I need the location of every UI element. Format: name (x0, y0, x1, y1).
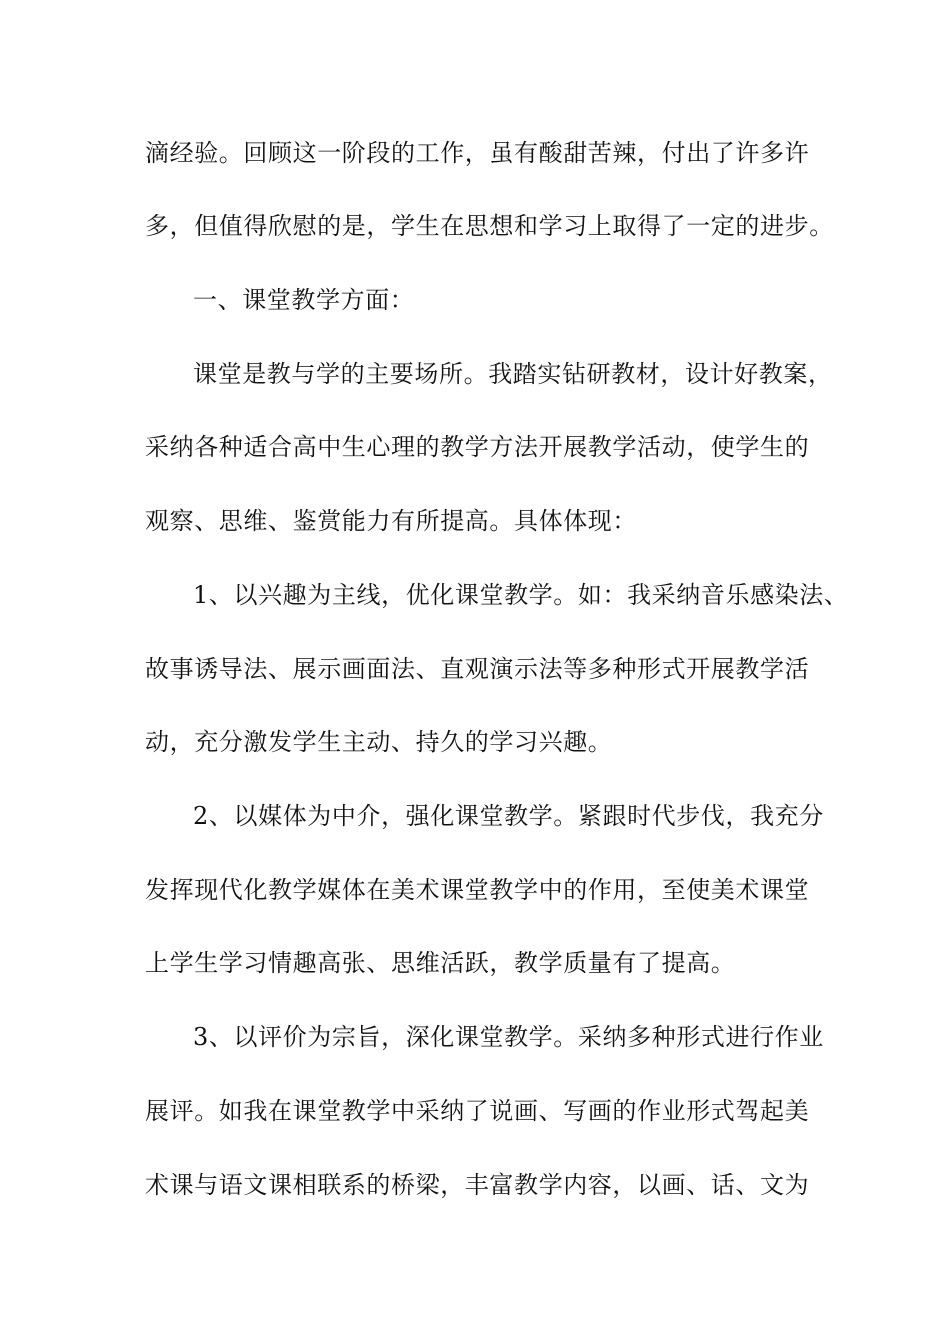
text-line: 术课与语文课相联系的桥梁，丰富教学内容，以画、话、文为 (145, 1171, 810, 1199)
text-line: 采纳各种适合高中生心理的教学方法开展教学活动，使学生的 (145, 433, 810, 461)
text-line: 动，充分激发学生主动、持久的学习兴趣。 (145, 728, 613, 756)
text-line: 滴经验。回顾这一阶段的工作，虽有酸甜苦辣，付出了许多许 (145, 139, 810, 167)
text-line: 3、以评价为宗旨，深化课堂教学。采纳多种形式进行作业 (193, 1023, 824, 1051)
text-line: 上学生学习情趣高张、思维活跃，教学质量有了提高。 (145, 949, 736, 977)
text-line: 2、以媒体为中介，强化课堂教学。紧跟时代步伐，我充分 (193, 802, 824, 830)
text-line: 故事诱导法、展示画面法、直观演示法等多种形式开展教学活 (145, 655, 810, 683)
text-line: 课堂是教与学的主要场所。我踏实钻研教材，设计好教案， (193, 360, 833, 388)
text-line: 展评。如我在课堂教学中采纳了说画、写画的作业形式驾起美 (145, 1097, 810, 1125)
text-line: 发挥现代化教学媒体在美术课堂教学中的作用，至使美术课堂 (145, 876, 810, 904)
text-line: 多，但值得欣慰的是，学生在思想和学习上取得了一定的进步。 (145, 212, 834, 240)
text-line: 观察、思维、鉴赏能力有所提高。具体体现： (145, 507, 637, 535)
text-line: 1、以兴趣为主线，优化课堂教学。如：我采纳音乐感染法、 (193, 581, 849, 609)
section-heading: 一、课堂教学方面： (193, 286, 415, 314)
